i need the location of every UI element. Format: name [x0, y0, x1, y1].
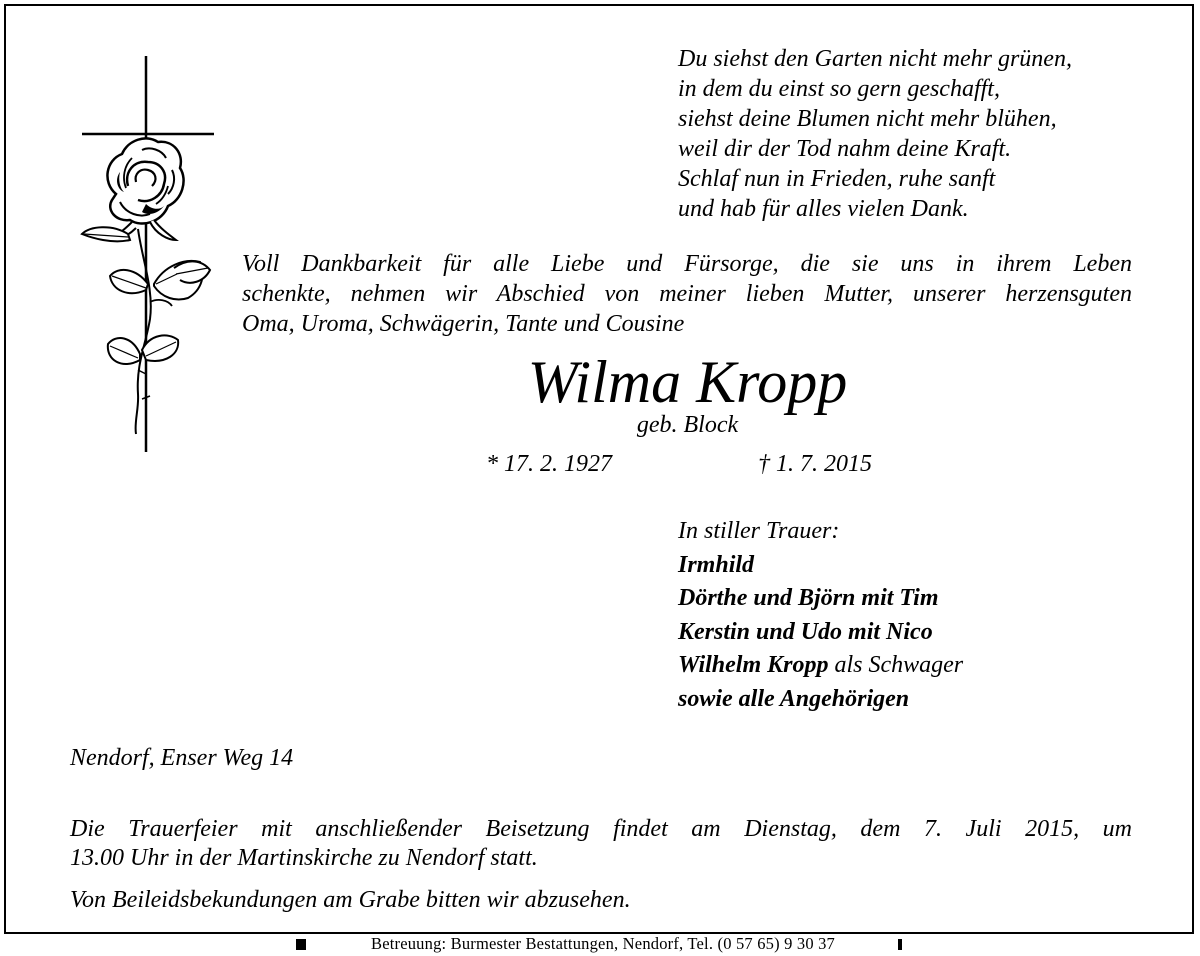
- mourner-name: Irmhild: [678, 551, 755, 578]
- service-line: Die Trauerfeier mit anschließender Beisetzung findet am Dienstag, dem 7. Juli 2015, um: [70, 816, 1132, 842]
- service-info: [70, 815, 1132, 873]
- mourner-row: [678, 649, 963, 683]
- service-line: 13.00 Uhr in der Martinskirche zu Nendorf statt.: [70, 845, 538, 871]
- poem-line: siehst deine Blumen nicht mehr blühen,: [678, 106, 1057, 132]
- poem-line: und hab für alles vielen Dank.: [678, 196, 969, 222]
- birth-date: * 17. 2. 1927: [486, 451, 612, 477]
- intro-line: Oma, Uroma, Schwägerin, Tante und Cousine: [242, 311, 685, 337]
- memorial-poem: [678, 44, 1072, 224]
- poem-line: Du siehst den Garten nicht mehr grünen,: [678, 46, 1072, 72]
- condolence-note: Von Beileidsbekundungen am Grabe bitten wir abzusehen.: [70, 887, 631, 913]
- maiden-name: geb. Block: [636, 412, 739, 438]
- poem-line: Schlaf nun in Frieden, ruhe sanft: [678, 166, 996, 192]
- intro-line: Voll Dankbarkeit für alle Liebe und Fürsorge, die sie uns in ihrem Leben: [242, 251, 1132, 277]
- mourners-list: [678, 515, 963, 716]
- mourner-name: Wilhelm Kropp: [678, 652, 829, 678]
- intro-paragraph: [242, 249, 1132, 339]
- deceased-name: Wilma Kropp: [527, 349, 848, 415]
- poem-line: weil dir der Tod nahm deine Kraft.: [678, 136, 1012, 162]
- mourners-heading: In stiller Trauer:: [678, 518, 840, 544]
- mourner-name: Dörthe und Björn mit Tim: [678, 585, 939, 611]
- poem-line: in dem du einst so gern geschafft,: [678, 76, 1000, 102]
- mourner-name: Kerstin und Udo mit Nico: [678, 618, 933, 645]
- address: Nendorf, Enser Weg 14: [70, 745, 294, 771]
- mourner-name: sowie alle Angehörigen: [678, 685, 910, 712]
- intro-line: schenkte, nehmen wir Abschied von meiner lieben Mutter, unserer herzensguten: [242, 281, 1132, 307]
- mourner-relation: als Schwager: [834, 652, 964, 678]
- footer-credit: Betreuung: Burmester Bestattungen, Nendorf, Tel. (0 57 65) 9 30 37: [370, 934, 836, 953]
- footer-rule-left: [296, 939, 306, 950]
- footer-rule-right: [898, 939, 902, 950]
- death-date: † 1. 7. 2015: [758, 451, 872, 477]
